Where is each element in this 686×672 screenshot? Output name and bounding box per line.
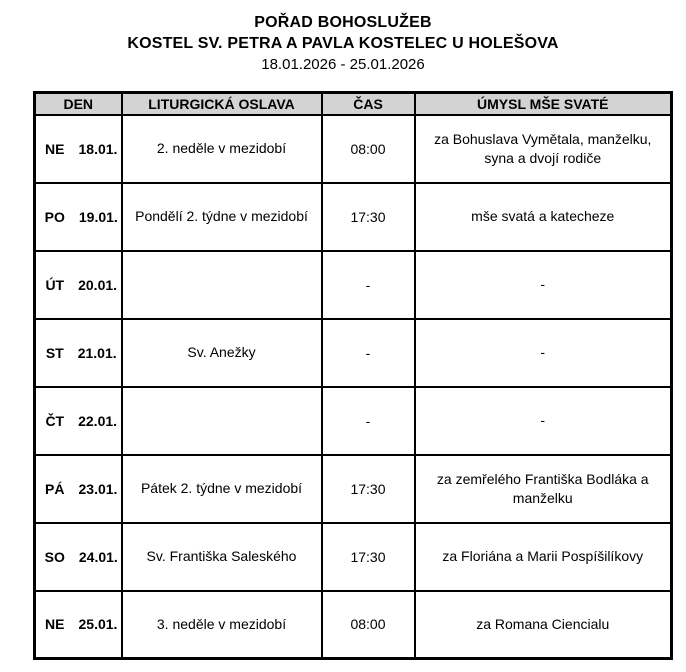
time-cell: - [322,251,415,319]
day-date: 22.01. [78,412,118,429]
column-header-day: DEN [35,93,122,115]
intention-cell: - [415,387,672,455]
time-cell: 08:00 [322,591,415,659]
page-title: POŘAD BOHOSLUŽEB [254,14,432,31]
intention-cell: - [415,251,672,319]
header-row [35,93,672,115]
column-header-celebration: LITURGICKÁ OSLAVA [122,93,322,115]
celebration-cell [122,251,322,319]
intention-cell: mše svatá a katecheze [415,183,672,251]
mass-schedule-table [33,91,673,660]
day-abbr: PO [44,208,65,225]
celebration-cell: 3. neděle v mezidobí [122,591,322,659]
day-abbr: ÚT [45,276,65,293]
celebration-cell: Pondělí 2. týdne v mezidobí [122,183,322,251]
column-header-time: ČAS [322,93,415,115]
day-date: 20.01. [78,276,118,293]
time-cell: 17:30 [322,183,415,251]
day-date: 24.01. [78,548,118,565]
day-cell [35,387,122,455]
intention-cell: za Bohuslava Vymětala, manželku, syna a dvojí rodiče [415,115,672,183]
table-row [35,319,672,387]
table-row [35,523,672,591]
column-header-intention: ÚMYSL MŠE SVATÉ [415,93,672,115]
day-cell [35,251,122,319]
day-date: 19.01. [78,208,118,225]
day-abbr: SO [44,548,65,565]
celebration-cell: 2. neděle v mezidobí [122,115,322,183]
table-row [35,387,672,455]
celebration-cell [122,387,322,455]
document-header [0,0,686,75]
day-abbr: ČT [45,412,65,429]
intention-cell: za Floriána a Marii Pospíšilíkovy [415,523,672,591]
time-cell: - [322,319,415,387]
day-cell [35,591,122,659]
time-cell: 17:30 [322,523,415,591]
day-abbr: NE [45,140,65,157]
intention-cell: - [415,319,672,387]
day-abbr: ST [45,344,64,361]
table-row [35,251,672,319]
intention-cell: za Romana Ciencialu [415,591,672,659]
page-subtitle: KOSTEL SV. PETRA A PAVLA KOSTELEC U HOLEŠOVA [127,35,559,52]
time-cell: - [322,387,415,455]
day-cell [35,115,122,183]
time-cell: 17:30 [322,455,415,523]
table-row [35,455,672,523]
day-abbr: PÁ [45,480,65,497]
time-cell: 08:00 [322,115,415,183]
intention-cell: za zemřelého Františka Bodláka a manželku [415,455,672,523]
celebration-cell: Sv. Františka Saleského [122,523,322,591]
celebration-cell: Sv. Anežky [122,319,322,387]
day-date: 25.01. [78,616,118,633]
day-cell [35,523,122,591]
table-row [35,183,672,251]
date-range: 18.01.2026 - 25.01.2026 [261,56,425,73]
day-cell [35,455,122,523]
day-abbr: NE [45,616,65,633]
day-date: 23.01. [78,480,118,497]
day-cell [35,319,122,387]
table-row [35,115,672,183]
celebration-cell: Pátek 2. týdne v mezidobí [122,455,322,523]
day-date: 21.01. [77,344,117,361]
day-date: 18.01. [78,140,118,157]
table-row [35,591,672,659]
day-cell [35,183,122,251]
